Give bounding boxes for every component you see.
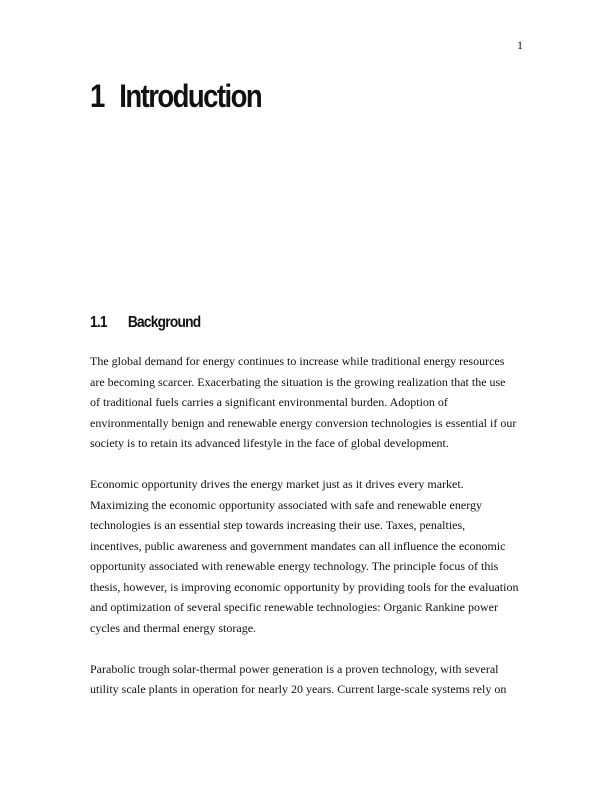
text-line: society is to retain its advanced lifestyle in the face of global development. [90,436,449,450]
text-line: The global demand for energy continues to increase while traditional energy resources [90,354,505,368]
text-line: and optimization of several specific renewable technologies: Organic Rankine power [90,600,498,614]
text-line: utility scale plants in operation for nearly 20 years. Current large-scale systems rely on [90,682,507,696]
body-text [90,351,526,720]
text-line: of traditional fuels carries a significant environmental burden. Adoption of [90,395,448,409]
section-heading [90,314,200,332]
text-line: Maximizing the economic opportunity associated with safe and renewable energy [90,497,482,512]
text-line: cycles and thermal energy storage. [90,620,257,635]
text-line: technologies is an essential step towards increasing their use. Taxes, penalties, [90,518,466,532]
chapter-heading [90,78,261,115]
text-line: are becoming scarcer. Exacerbating the situation is the growing realization that the use [90,374,506,389]
paragraph-3 [90,659,526,700]
text-line: incentives, public awareness and government mandates can all influence the economic [90,538,506,553]
text-line: thesis, however, is improving economic opportunity by providing tools for the evaluation [90,579,519,594]
text-line: Economic opportunity drives the energy market just as it drives every market. [90,477,464,491]
page-number: 1 [517,38,523,52]
paragraph-1 [90,351,526,454]
chapter-number: 1 [90,78,104,114]
text-line: environmentally benign and renewable energy conversion technologies is essential if our [90,415,517,430]
text-line: opportunity associated with renewable energy technology. The principle focus of this [90,559,499,573]
chapter-title: Introduction [119,78,262,114]
section-title: Background [127,314,201,331]
paragraph-2 [90,474,526,638]
text-line: Parabolic trough solar-thermal power generation is a proven technology, with several [90,661,499,676]
section-number: 1.1 [90,314,107,331]
